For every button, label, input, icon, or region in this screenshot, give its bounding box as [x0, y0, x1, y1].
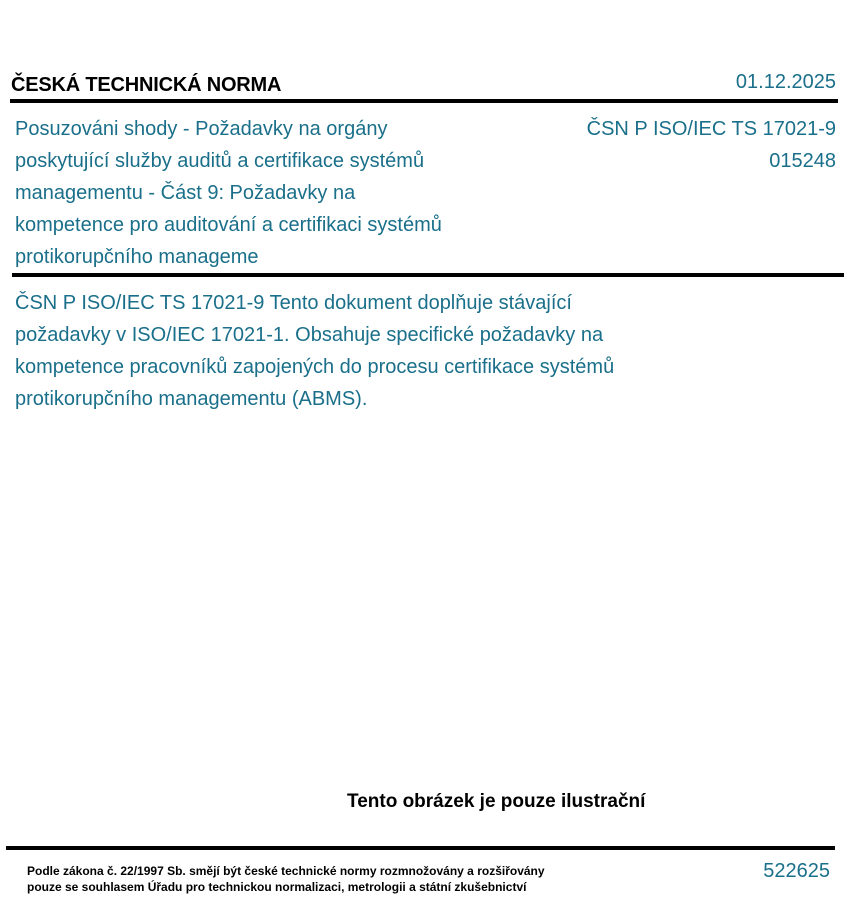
- legal-notice-line-2: pouze se souhlasem Úřadu pro technickou normalizaci, metrologii a státní zkušebnictví: [27, 880, 527, 894]
- publication-date: 01.12.2025: [735, 71, 836, 93]
- catalog-number: 015248: [769, 150, 836, 172]
- standard-title: Posuzováni shody - Požadavky na orgány poskytující služby auditů a certifikace systémů managementu - Část 9: Požadavky na kompetence pro auditování a certifikaci systémů protikorupčního manageme: [15, 118, 442, 268]
- standard-identifier: [587, 113, 836, 177]
- document-number: 522625: [763, 860, 830, 882]
- header-divider: [10, 99, 838, 103]
- footer-divider: [6, 846, 835, 850]
- illustration-notice: Tento obrázek je pouze ilustrační: [347, 791, 646, 812]
- legal-notice: [27, 863, 545, 895]
- legal-notice-line-1: Podle zákona č. 22/1997 Sb. smějí být české technické normy rozmnožovány a rozšiřovány: [27, 864, 545, 878]
- standard-description: ČSN P ISO/IEC TS 17021-9 Tento dokument doplňuje stávající požadavky v ISO/IEC 17021-1. Obsahuje specifické požadavky na kompetence pracovníků zapojených do procesu certifikace systémů protikorupčního managementu (ABMS).: [15, 292, 615, 410]
- document-type-title: ČESKÁ TECHNICKÁ NORMA: [11, 74, 282, 96]
- standard-designation: ČSN P ISO/IEC TS 17021-9: [586, 118, 836, 140]
- title-divider: [12, 273, 844, 277]
